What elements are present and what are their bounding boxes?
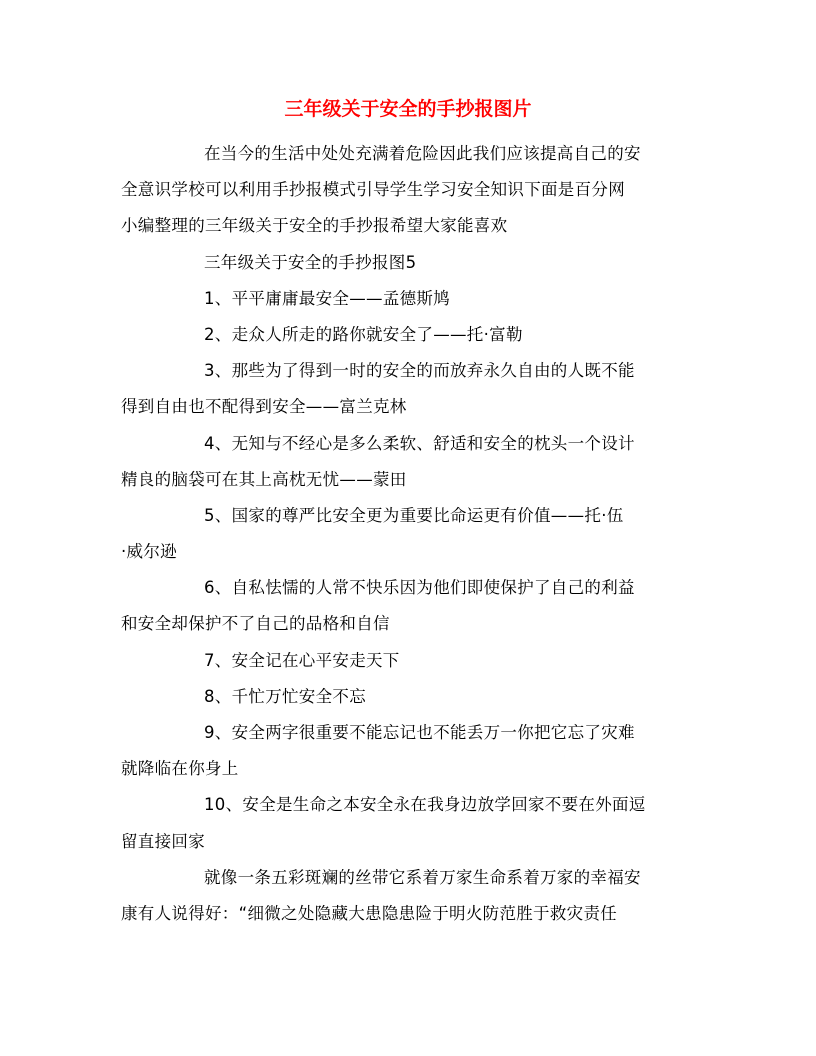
- document-title: 三年级关于安全的手抄报图片: [284, 98, 532, 120]
- text-line: 9、安全两字很重要不能忘记也不能丢万一你把它忘了灾难: [204, 723, 635, 742]
- text-line: 4、无知与不经心是多么柔软、舒适和安全的枕头一个设计: [204, 433, 635, 453]
- text-line: ·威尔逊: [121, 542, 177, 562]
- text-line: 1、平平庸庸最安全——孟德斯鸠: [204, 288, 450, 308]
- text-line: 5、国家的尊严比安全更为重要比命运更有价值——托·伍: [204, 505, 624, 525]
- text-line: 就降临在你身上: [121, 759, 239, 779]
- text-line: 留直接回家: [121, 831, 205, 851]
- text-line: 和安全却保护不了自己的品格和自信: [121, 614, 390, 634]
- text-line: 7、安全记在心平安走天下: [204, 650, 400, 670]
- text-line: 2、走众人所走的路你就安全了——托·富勒: [204, 324, 523, 344]
- text-line: 精良的脑袋可在其上高枕无忧——蒙田: [121, 469, 407, 489]
- text-line: 康有人说得好：“细微之处隐藏大患隐患险于明火防范胜于救灾责任: [121, 903, 618, 923]
- text-line: 8、千忙万忙安全不忘: [204, 686, 366, 706]
- text-line: 6、自私怯懦的人常不快乐因为他们即使保护了自己的利益: [204, 578, 635, 598]
- text-line: 3、那些为了得到一时的安全的而放弃永久自由的人既不能: [204, 361, 635, 381]
- text-line: 10、安全是生命之本安全永在我身边放学回家不要在外面逗: [204, 795, 646, 815]
- text-line: 得到自由也不配得到安全——富兰克林: [121, 397, 407, 417]
- text-line: 三年级关于安全的手抄报图5: [204, 252, 417, 272]
- text-line: 全意识学校可以利用手抄报模式引导学生学习安全知识下面是百分网: [121, 180, 625, 200]
- text-line: 就像一条五彩斑斓的丝带它系着万家生命系着万家的幸福安: [204, 867, 641, 887]
- text-line: 在当今的生活中处处充满着危险因此我们应该提高自己的安: [204, 144, 641, 163]
- document-body: [121, 136, 687, 932]
- text-line: 小编整理的三年级关于安全的手抄报希望大家能喜欢: [121, 216, 508, 236]
